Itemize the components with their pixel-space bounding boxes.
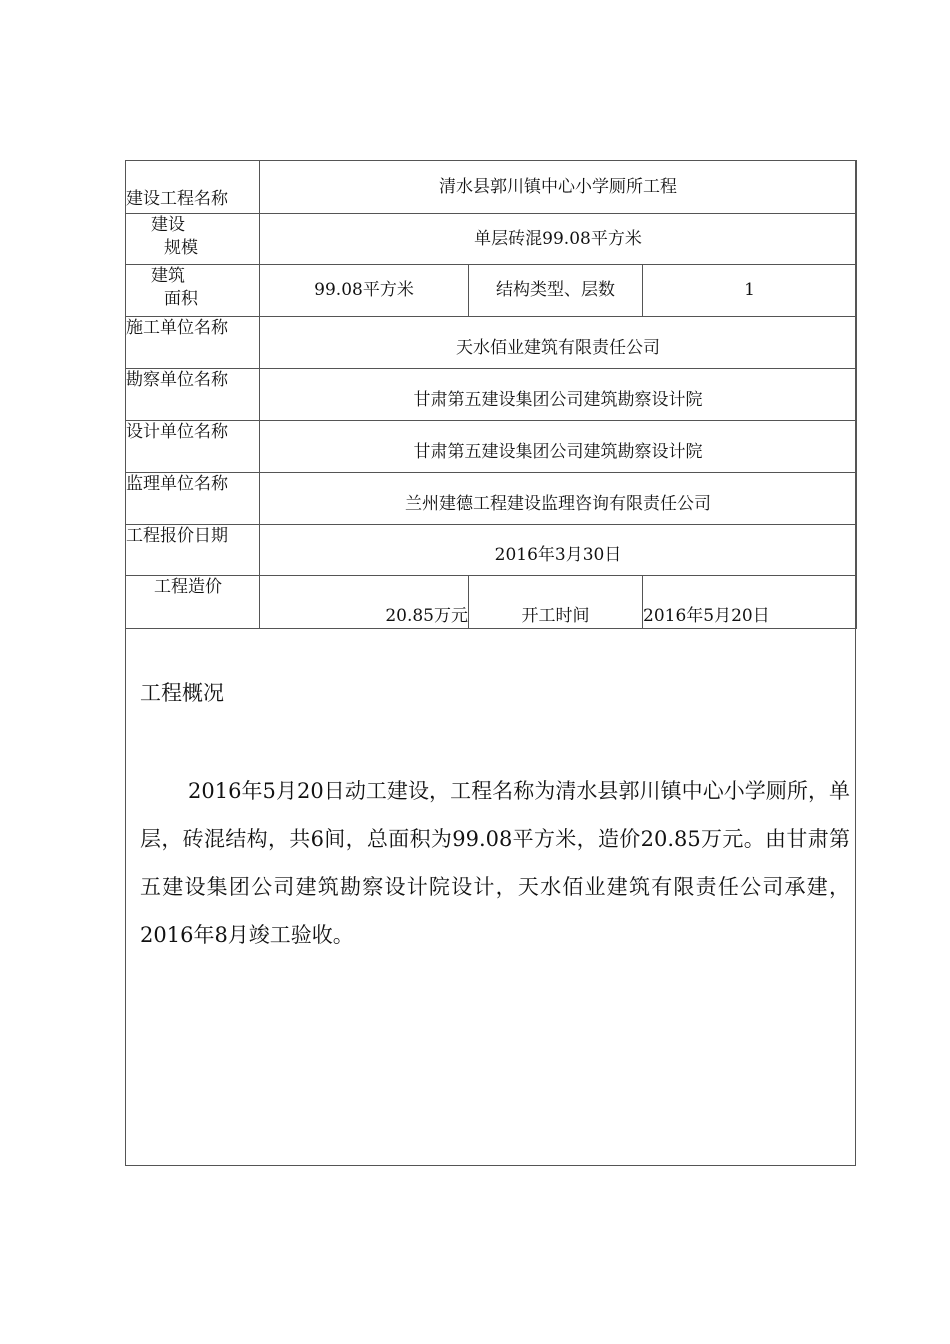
row-supervision-unit — [126, 473, 857, 525]
area-label-line1: 建筑 — [151, 266, 185, 286]
row-construction-unit — [126, 317, 857, 369]
row-quote-date — [126, 525, 857, 576]
project-name-label: 建设工程名称 — [126, 161, 260, 214]
structure-value: 1 — [643, 265, 857, 317]
construction-unit-value: 天水佰业建筑有限责任公司 — [260, 317, 857, 369]
row-scale — [126, 214, 857, 265]
row-area — [126, 265, 857, 317]
survey-unit-label: 勘察单位名称 — [126, 369, 260, 421]
design-unit-value: 甘肃第五建设集团公司建筑勘察设计院 — [260, 421, 857, 473]
supervision-unit-label: 监理单位名称 — [126, 473, 260, 525]
row-survey-unit — [126, 369, 857, 421]
survey-unit-value: 甘肃第五建设集团公司建筑勘察设计院 — [260, 369, 857, 421]
row-cost — [126, 576, 857, 629]
project-info-table — [125, 160, 857, 629]
quote-date-value: 2016年3月30日 — [260, 525, 857, 576]
start-date-value: 2016年5月20日 — [643, 576, 857, 629]
design-unit-label: 设计单位名称 — [126, 421, 260, 473]
project-name-value: 清水县郭川镇中心小学厕所工程 — [260, 161, 857, 214]
area-label-line2: 面积 — [164, 288, 198, 309]
scale-label-line2: 规模 — [164, 237, 198, 258]
row-design-unit — [126, 421, 857, 473]
area-value: 99.08平方米 — [260, 265, 469, 317]
scale-label-line1: 建设 — [151, 215, 185, 235]
area-label — [126, 265, 260, 317]
overview-section — [140, 677, 850, 959]
overview-body: 2016年5月20日动工建设，工程名称为清水县郭川镇中心小学厕所，单层，砖混结构，共6间，总面积为99.08平方米，造价20.85万元。由甘肃第五建设集团公司建筑勘察设计院设计，天水佰业建筑有限责任公司承建，2016年8月竣工验收。 — [140, 779, 850, 947]
construction-unit-label: 施工单位名称 — [126, 317, 260, 369]
cost-value: 20.85万元 — [260, 576, 469, 629]
cost-label: 工程造价 — [126, 576, 260, 629]
quote-date-label: 工程报价日期 — [126, 525, 260, 576]
supervision-unit-value: 兰州建德工程建设监理咨询有限责任公司 — [260, 473, 857, 525]
scale-label — [126, 214, 260, 265]
start-label: 开工时间 — [469, 576, 643, 629]
row-project-name — [126, 161, 857, 214]
scale-value: 单层砖混99.08平方米 — [260, 214, 857, 265]
structure-label: 结构类型、层数 — [469, 265, 643, 317]
project-info-form — [125, 160, 856, 1166]
overview-heading: 工程概况 — [140, 681, 224, 705]
